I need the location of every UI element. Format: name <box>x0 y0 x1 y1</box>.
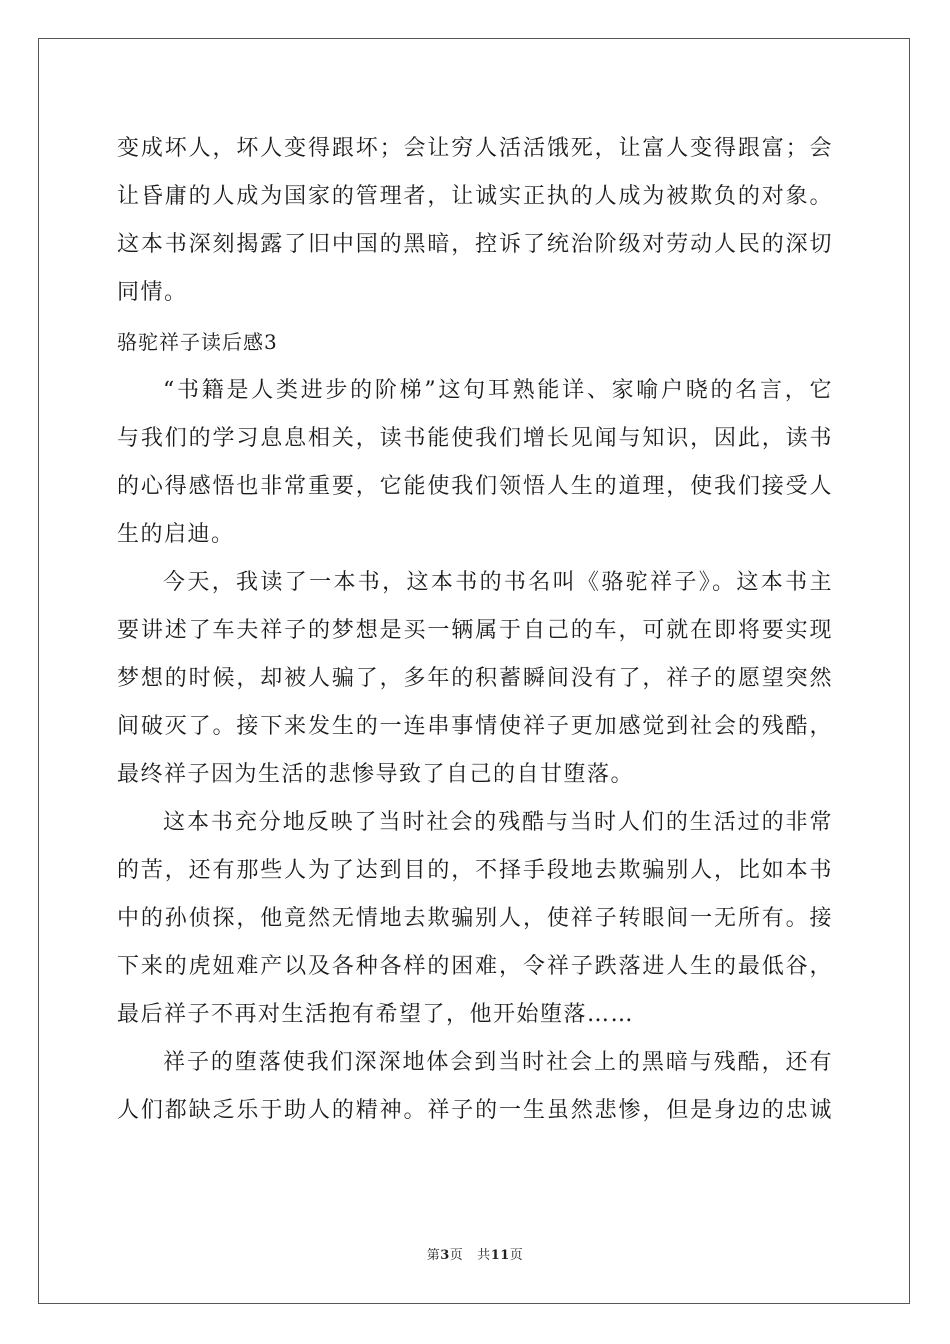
page-prefix: 第 <box>426 1248 441 1263</box>
text-line: 下来的虎妞难产以及各种各样的困难，令祥子跌落进人生的最低谷， <box>117 954 833 979</box>
section-title: 骆驼祥子读后感3 <box>117 330 278 354</box>
text-line: “书籍是人类进步的阶梯”这句耳熟能详、家喻户晓的名言，它 <box>163 378 833 403</box>
text-line: 要讲述了车夫祥子的梦想是买一辆属于自己的车，可就在即将要实现 <box>117 618 833 643</box>
text-line: 生的启迪。 <box>117 522 235 547</box>
text-line: 间破灭了。接下来发生的一连串事情使祥子更加感觉到社会的残酷， <box>117 714 833 739</box>
total-pages: 11 <box>490 1248 510 1263</box>
total-prefix: 共 <box>477 1248 491 1263</box>
text-line: 这本书充分地反映了当时社会的残酷与当时人们的生活过的非常 <box>163 810 833 835</box>
total-suffix: 页 <box>509 1248 524 1263</box>
text-line: 今天，我读了一本书，这本书的书名叫《骆驼祥子》。这本书主 <box>163 570 833 595</box>
text-line: 梦想的时候，却被人骗了，多年的积蓄瞬间没有了，祥子的愿望突然 <box>117 666 833 691</box>
text-line: 与我们的学习息息相关，读书能使我们增长见闻与知识，因此，读书 <box>117 426 833 451</box>
text-line: 中的孙侦探，他竟然无情地去欺骗别人，使祥子转眼间一无所有。接 <box>117 906 833 931</box>
text-line: 同情。 <box>117 280 188 305</box>
text-line: 变成坏人，坏人变得跟坏；会让穷人活活饿死，让富人变得跟富；会 <box>117 136 833 161</box>
document-body <box>117 125 833 1135</box>
text-line: 最终祥子因为生活的悲惨导致了自己的自甘堕落。 <box>117 762 635 787</box>
text-line: 祥子的堕落使我们深深地体会到当时社会上的黑暗与残酷，还有 <box>163 1050 833 1075</box>
text-line: 的心得感悟也非常重要，它能使我们领悟人生的道理，使我们接受人 <box>117 474 833 499</box>
page-footer <box>0 1244 950 1263</box>
text-line: 人们都缺乏乐于助人的精神。祥子的一生虽然悲惨，但是身边的忠诚 <box>117 1098 833 1123</box>
text-line: 的苦，还有那些人为了达到目的，不择手段地去欺骗别人，比如本书 <box>117 858 833 883</box>
text-line: 让昏庸的人成为国家的管理者，让诚实正执的人成为被欺负的对象。 <box>117 184 833 209</box>
page-number: 3 <box>440 1248 450 1263</box>
text-line: 最后祥子不再对生活抱有希望了，他开始堕落…… <box>117 1002 635 1027</box>
page-suffix: 页 <box>449 1248 464 1263</box>
text-line: 这本书深刻揭露了旧中国的黑暗，控诉了统治阶级对劳动人民的深切 <box>117 232 833 257</box>
